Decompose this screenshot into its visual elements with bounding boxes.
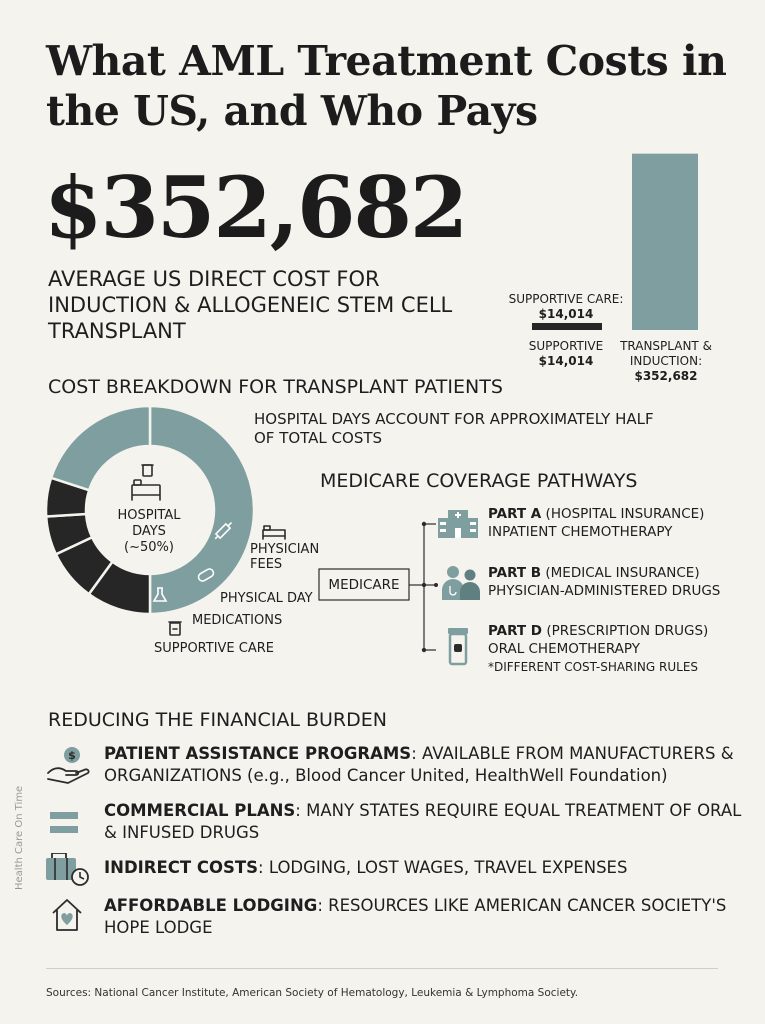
part-d-covers: ORAL CHEMOTHERAPY	[488, 641, 640, 657]
part-b-covers: PHYSICIAN-ADMINISTERED DRUGS	[488, 583, 721, 599]
category-label-supportive: SUPPORTIVE	[528, 339, 604, 353]
bed-outline-icon	[262, 524, 288, 540]
pill-bottle-icon	[448, 628, 468, 664]
doctors-icon	[442, 566, 480, 600]
medicare-title: MEDICARE COVERAGE PATHWAYS	[320, 470, 638, 492]
headline-caption: AVERAGE US DIRECT COST FOR INDUCTION & ALLOGENEIC STEM CELL TRANSPLANT	[48, 267, 453, 343]
hand-money-icon	[46, 745, 92, 785]
bar-annotation-value: $14,014	[538, 307, 594, 321]
sources-text: Sources: National Cancer Institute, American Society of Hematology, Leukemia & Lymphoma Society.	[46, 987, 579, 999]
medicare-part-a	[488, 505, 748, 541]
label-medications: MEDICATIONS	[192, 613, 283, 628]
bar-annotation-label: SUPPORTIVE CARE:	[508, 292, 624, 306]
breakdown-annotation: HOSPITAL DAYS ACCOUNT FOR APPROXIMATELY HALF OF TOTAL COSTS	[254, 410, 654, 447]
part-a-name: PART A	[488, 506, 542, 522]
burden-lodging-bold: AFFORDABLE LODGING	[104, 896, 318, 915]
medicine-jar-icon	[168, 619, 182, 637]
donut-center-label-3: (~50%)	[124, 540, 174, 555]
bed-icon	[132, 480, 160, 500]
label-physical-day: PHYSICAL DAY	[220, 591, 313, 606]
burden-title: REDUCING THE FINANCIAL BURDEN	[48, 709, 387, 731]
burden-commercial-bold: COMMERCIAL PLANS	[104, 801, 296, 820]
burden-item-commercial	[46, 800, 742, 850]
slice-other	[51, 406, 150, 490]
medicare-part-b	[488, 564, 748, 600]
burden-indirect-bold: INDIRECT COSTS	[104, 858, 259, 877]
category-value-transplant: $352,682	[634, 369, 698, 383]
label-physician-fees-2: FEES	[250, 557, 283, 572]
hospital-icon	[438, 510, 478, 538]
house-heart-icon	[50, 897, 86, 933]
part-d-name: PART D	[488, 623, 543, 639]
medicare-part-d	[488, 622, 748, 676]
equals-icon	[50, 810, 80, 836]
label-physician-fees-1: PHYSICIAN	[250, 542, 320, 557]
burden-item-indirect	[46, 857, 736, 891]
bar-transplant	[632, 154, 698, 330]
cost-comparison-chart	[500, 140, 740, 390]
burden-commercial-text: : MANY STATES REQUIRE EQUAL TREATMENT OF ORAL & INFUSED DRUGS	[104, 801, 742, 842]
svg-text:$: $	[68, 749, 76, 762]
breakdown-title: COST BREAKDOWN FOR TRANSPLANT PATIENTS	[48, 376, 503, 398]
burden-indirect-text: : LODGING, LOST WAGES, TRAVEL EXPENSES	[258, 858, 628, 877]
part-b-type: (MEDICAL INSURANCE)	[545, 565, 700, 581]
part-d-note: *DIFFERENT COST-SHARING RULES	[488, 660, 699, 674]
part-a-covers: INPATIENT CHEMOTHERAPY	[488, 524, 673, 540]
medicare-root: MEDICARE	[328, 577, 400, 593]
burden-assistance-text: : AVAILABLE FROM MANUFACTURERS & ORGANIZATIONS (e.g., Blood Cancer United, HealthWell Foundation)	[104, 744, 734, 785]
part-a-type: (HOSPITAL INSURANCE)	[545, 506, 705, 522]
category-label-transplant-1: TRANSPLANT &	[620, 339, 712, 353]
category-label-transplant-2: INDUCTION:	[629, 354, 703, 368]
category-value-supportive: $14,014	[538, 354, 594, 368]
watermark-text: Health Care On Time	[14, 785, 25, 890]
donut-center-label-2: DAYS	[132, 524, 166, 539]
donut-center-label-1: HOSPITAL	[117, 508, 181, 523]
page-title: What AML Treatment Costs in the US, and Who Pays	[46, 37, 727, 135]
label-supportive-care: SUPPORTIVE CARE	[154, 641, 274, 656]
part-d-type: (PRESCRIPTION DRUGS)	[546, 623, 709, 639]
bar-supportive	[532, 323, 602, 330]
suitcase-clock-icon	[46, 853, 92, 887]
headline-value: $352,682	[44, 158, 467, 257]
part-b-name: PART B	[488, 565, 542, 581]
burden-assistance-bold: PATIENT ASSISTANCE PROGRAMS	[104, 744, 412, 763]
pill-bottle-small-icon	[142, 465, 153, 476]
footer-divider	[46, 968, 718, 969]
burden-lodging-text: : RESOURCES LIKE AMERICAN CANCER SOCIETY'S HOPE LODGE	[104, 896, 727, 937]
burden-item-assistance	[46, 743, 736, 793]
burden-item-lodging	[46, 895, 736, 945]
